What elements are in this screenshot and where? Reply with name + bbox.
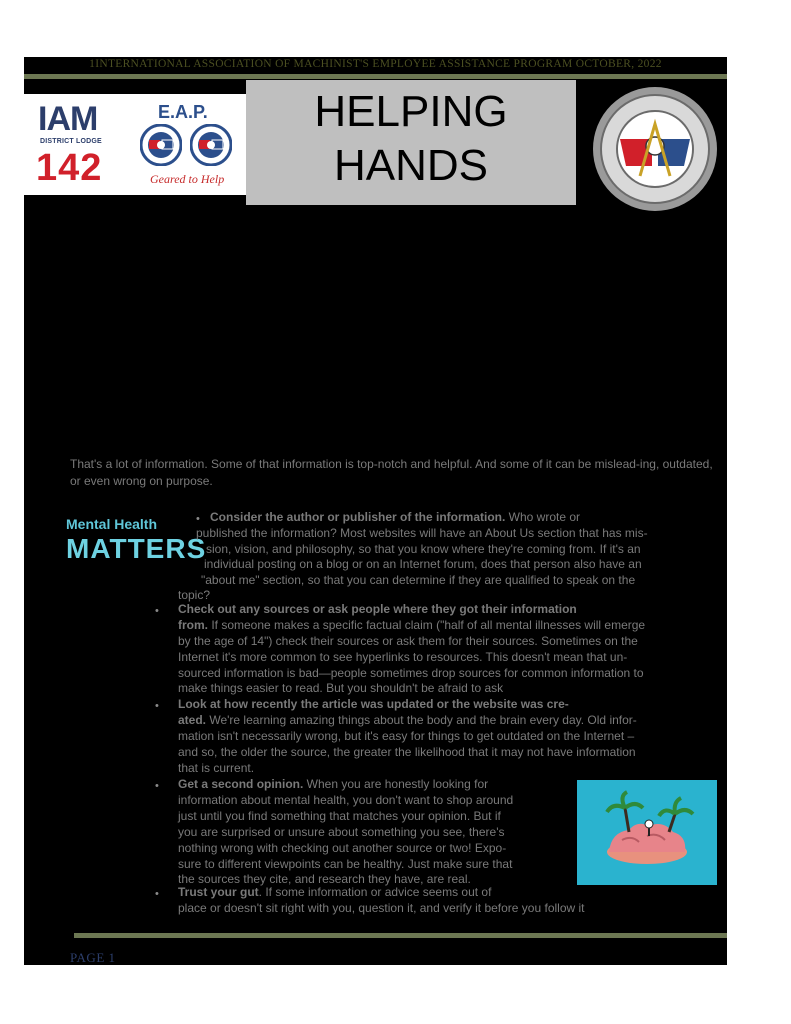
palm-tree-brain-icon [577,780,717,885]
bullet-icon: • [196,513,200,525]
header-rule [24,74,727,79]
iam-logo-text: IAM [38,100,98,138]
list-item-heading: Get a second opinion. When you are honestly looking for [178,777,489,791]
list-item-text: sure to different viewpoints can be healthy. Just make sure that [178,857,513,871]
list-item-heading: Look at how recently the article was updated or the website was cre- [178,697,569,711]
list-item-text: nothing wrong with checking out another source or two! Expo- [178,841,507,855]
list-item-text: you are surprised or unsure about something you see, there's [178,825,505,839]
bullet-icon: • [155,700,159,712]
page-number: PAGE 1 [70,950,116,965]
list-item-text: from. If someone makes a specific factual claim ("half of all mental illnesses will emerge [178,618,646,632]
list-item-text: individual posting on a blog or on an Internet forum, does that person also have an [204,557,642,571]
iam-seal-icon [140,124,182,166]
list-item-text: that is current. [178,761,255,775]
list-item-text: mation isn't necessarily wrong, but it's easy for things to get outdated on the Internet – [178,729,635,743]
list-item-heading: Trust your gut. If some information or advice seems out of [178,885,492,899]
title-line-2: HANDS [333,141,489,190]
list-item-text: sion, vision, and philosophy, so that you know where they're coming from. If it's an [206,542,641,556]
list-item-heading: Check out any sources or ask people where they got their information [178,602,577,616]
list-item-text: Internet it's more common to see hyperlinks to resources. This doesn't mean that un- [178,650,628,664]
eap-logo-text: E.A.P. [158,102,208,122]
list-item-text: sourced information is bad—people sometimes drop sources for common information to [178,666,644,680]
list-item-heading: Consider the author or publisher of the information. Who wrote or [210,510,581,524]
logo-block [24,94,246,195]
list-item-text: place or doesn't sit right with you, question it, and verify it before you follow it [178,901,585,915]
badge-bottom-text: MATTERS [66,533,207,564]
list-item-text: by the age of 14") check their sources or ask them for their sources. Sometimes on the [178,634,638,648]
mental-health-badge [66,514,207,576]
brain-island-illustration [577,780,717,885]
list-item-text: information about mental health, you don't want to shop around [178,793,514,807]
bullet-icon: • [155,605,159,617]
badge-top-text: Mental Health [66,516,158,532]
newsletter-header: 1INTERNATIONAL ASSOCIATION OF MACHINIST'S EMPLOYEE ASSISTANCE PROGRAM OCTOBER, 2022 [89,58,662,70]
list-item-text: make things easier to read. But you shouldn't be afraid to ask [178,681,504,695]
intro-paragraph: That's a lot of information. Some of that information is top-notch and helpful. And some of it can be mislead-ing, outdated, or even wrong on purpose. [70,457,713,488]
list-item-text: published the information? Most websites will have an About Us section that has mis- [196,526,648,540]
list-item-text: "about me" section, so that you can determine if they are qualified to speak on the [201,573,636,587]
bullet-icon: • [155,888,159,900]
district-lodge-text: DISTRICT LODGE [40,138,102,145]
list-item-text: topic? [178,588,211,602]
list-item-text: ated. We're learning amazing things about the body and the brain every day. Old infor- [178,713,637,727]
title-line-1: HELPING [314,87,508,136]
list-item-text: just until you find something that matches your opinion. But if [178,809,501,823]
bullet-icon: • [155,780,159,792]
title-box [246,80,576,205]
iam-gear-seal-icon [590,84,720,214]
footer-rule [74,933,727,938]
iam-seal-icon [190,124,232,166]
geared-to-help-text: Geared to Help [150,172,225,186]
list-item-text: the sources they cite, and research they have, are real. [178,872,471,886]
list-item-text: and so, the older the source, the greater the likelihood that it may not have information [178,745,636,759]
lodge-number: 142 [36,147,103,189]
